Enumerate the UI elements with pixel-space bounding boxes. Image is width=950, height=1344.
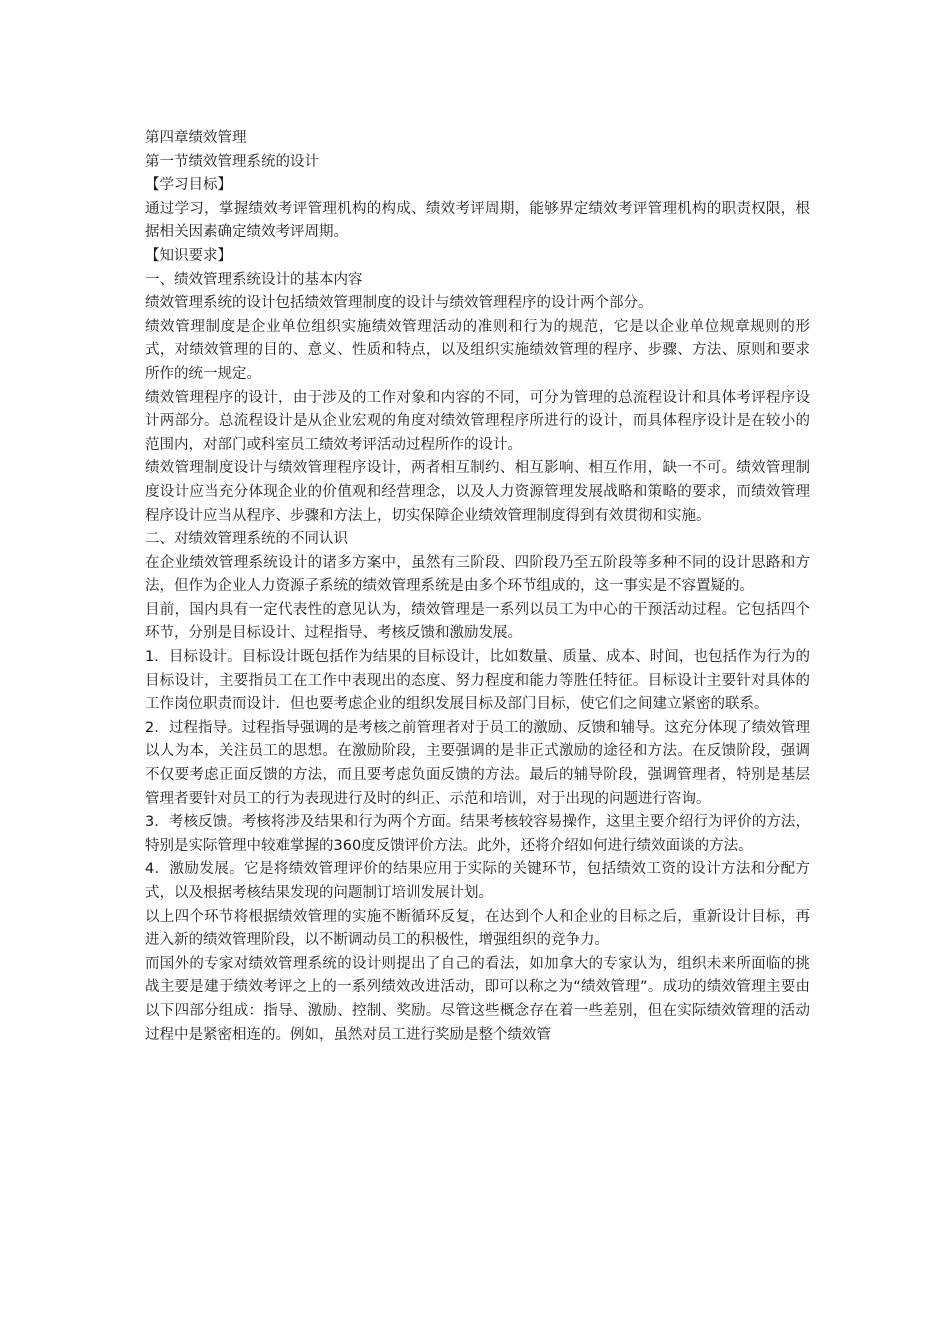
list-item: 1．目标设计。目标设计既包括作为结果的目标设计，比如数量、质量、成本、时间，也包括作为行为的目标设计，主要指员工在工作中表现出的态度、努力程度和能力等胜任特征。目标设计主要针对具体的工作岗位职责而设计．但也要考虑企业的组织发展目标及部门目标，使它们之间建立紧密的联系。	[145, 649, 810, 713]
paragraph: 绩效管理制度是企业单位组织实施绩效管理活动的准则和行为的规范，它是以企业单位规章规则的形式，对绩效管理的目的、意义、性质和特点，以及组织实施绩效管理的程序、步骤、方法、原则和要求所作的统一规定。	[145, 318, 810, 382]
chapter-title: 第四章绩效管理	[145, 130, 247, 146]
paragraph: 在企业绩效管理系统设计的诸多方案中，虽然有三阶段、四阶段乃至五阶段等多种不同的设计思路和方法，但作为企业人力资源子系统的绩效管理系统是由多个环节组成的，这一事实是不容置疑的。	[145, 554, 810, 595]
paragraph: 以上四个环节将根据绩效管理的实施不断循环反复，在达到个人和企业的目标之后，重新设计目标，再进入新的绩效管理阶段，以不断调动员工的积极性，增强组织的竞争力。	[145, 908, 810, 949]
paragraph: 绩效管理程序的设计，由于涉及的工作对象和内容的不同，可分为管理的总流程设计和具体考评程序设计两部分。总流程设计是从企业宏观的角度对绩效管理程序所进行的设计，而具体程序设计是在较小的范围内，对部门或科室员工绩效考评活动过程所作的设计。	[145, 389, 810, 453]
list-item: 2．过程指导。过程指导强调的是考核之前管理者对于员工的激励、反馈和辅导。这充分体现了绩效管理以人为本，关注员工的思想。在激励阶段，主要强调的是非正式激励的途径和方法。在反馈阶段，强调不仅要考虑正面反馈的方法，而且要考虑负面反馈的方法。最后的辅导阶段，强调管理者，特别是基层管理者要针对员工的行为表现进行及时的纠正、示范和培训，对于出现的问题进行咨询。	[145, 719, 810, 807]
list-item: 3．考核反馈。考核将涉及结果和行为两个方面。结果考核较容易操作，这里主要介绍行为评价的方法，特别是实际管理中较难掌握的360度反馈评价方法。此外，还将介绍如何进行绩效面谈的方法。	[145, 814, 810, 854]
knowledge-heading: 【知识要求】	[145, 247, 232, 264]
section-title: 第一节绩效管理系统的设计	[145, 153, 319, 170]
learning-goal-paragraph: 通过学习，掌握绩效考评管理机构的构成、绩效考评周期，能够界定绩效考评管理机构的职责权限，根据相关因素确定绩效考评周期。	[145, 200, 810, 241]
list-item: 4．激励发展。它是将绩效管理评价的结果应用于实际的关键环节，包括绩效工资的设计方法和分配方式，以及根据考核结果发现的问题制订培训发展计划。	[145, 861, 810, 901]
learning-goal-heading: 【学习目标】	[145, 177, 232, 194]
paragraph: 绩效管理制度设计与绩效管理程序设计，两者相互制约、相互影响、相互作用，缺一不可。绩效管理制度设计应当充分体现企业的价值观和经营理念，以及人力资源管理发展战略和策略的要求，而绩效管理程序设计应当从程序、步骤和方法上，切实保障企业绩效管理制度得到有效贯彻和实施。	[145, 460, 810, 524]
paragraph: 绩效管理系统的设计包括绩效管理制度的设计与绩效管理程序的设计两个部分。	[145, 295, 653, 312]
paragraph: 目前，国内具有一定代表性的意见认为，绩效管理是一系列以员工为中心的干预活动过程。它包括四个环节，分别是目标设计、过程指导、考核反馈和激励发展。	[145, 601, 810, 642]
document-body	[145, 127, 810, 1047]
section-heading-2: 二、对绩效管理系统的不同认识	[145, 531, 348, 548]
paragraph: 而国外的专家对绩效管理系统的设计则提出了自己的看法，如加拿大的专家认为，组织未来所面临的挑战主要是建于绩效考评之上的一系列绩效改进活动，即可以称之为“绩效管理”。成功的绩效管理主要由以下四部分组成：指导、激励、控制、奖励。尽管这些概念存在着一些差别，但在实际绩效管理的活动过程中是紧密相连的。例如，虽然对员工进行奖励是整个绩效管	[145, 955, 810, 1043]
section-heading-1: 一、绩效管理系统设计的基本内容	[145, 271, 363, 288]
